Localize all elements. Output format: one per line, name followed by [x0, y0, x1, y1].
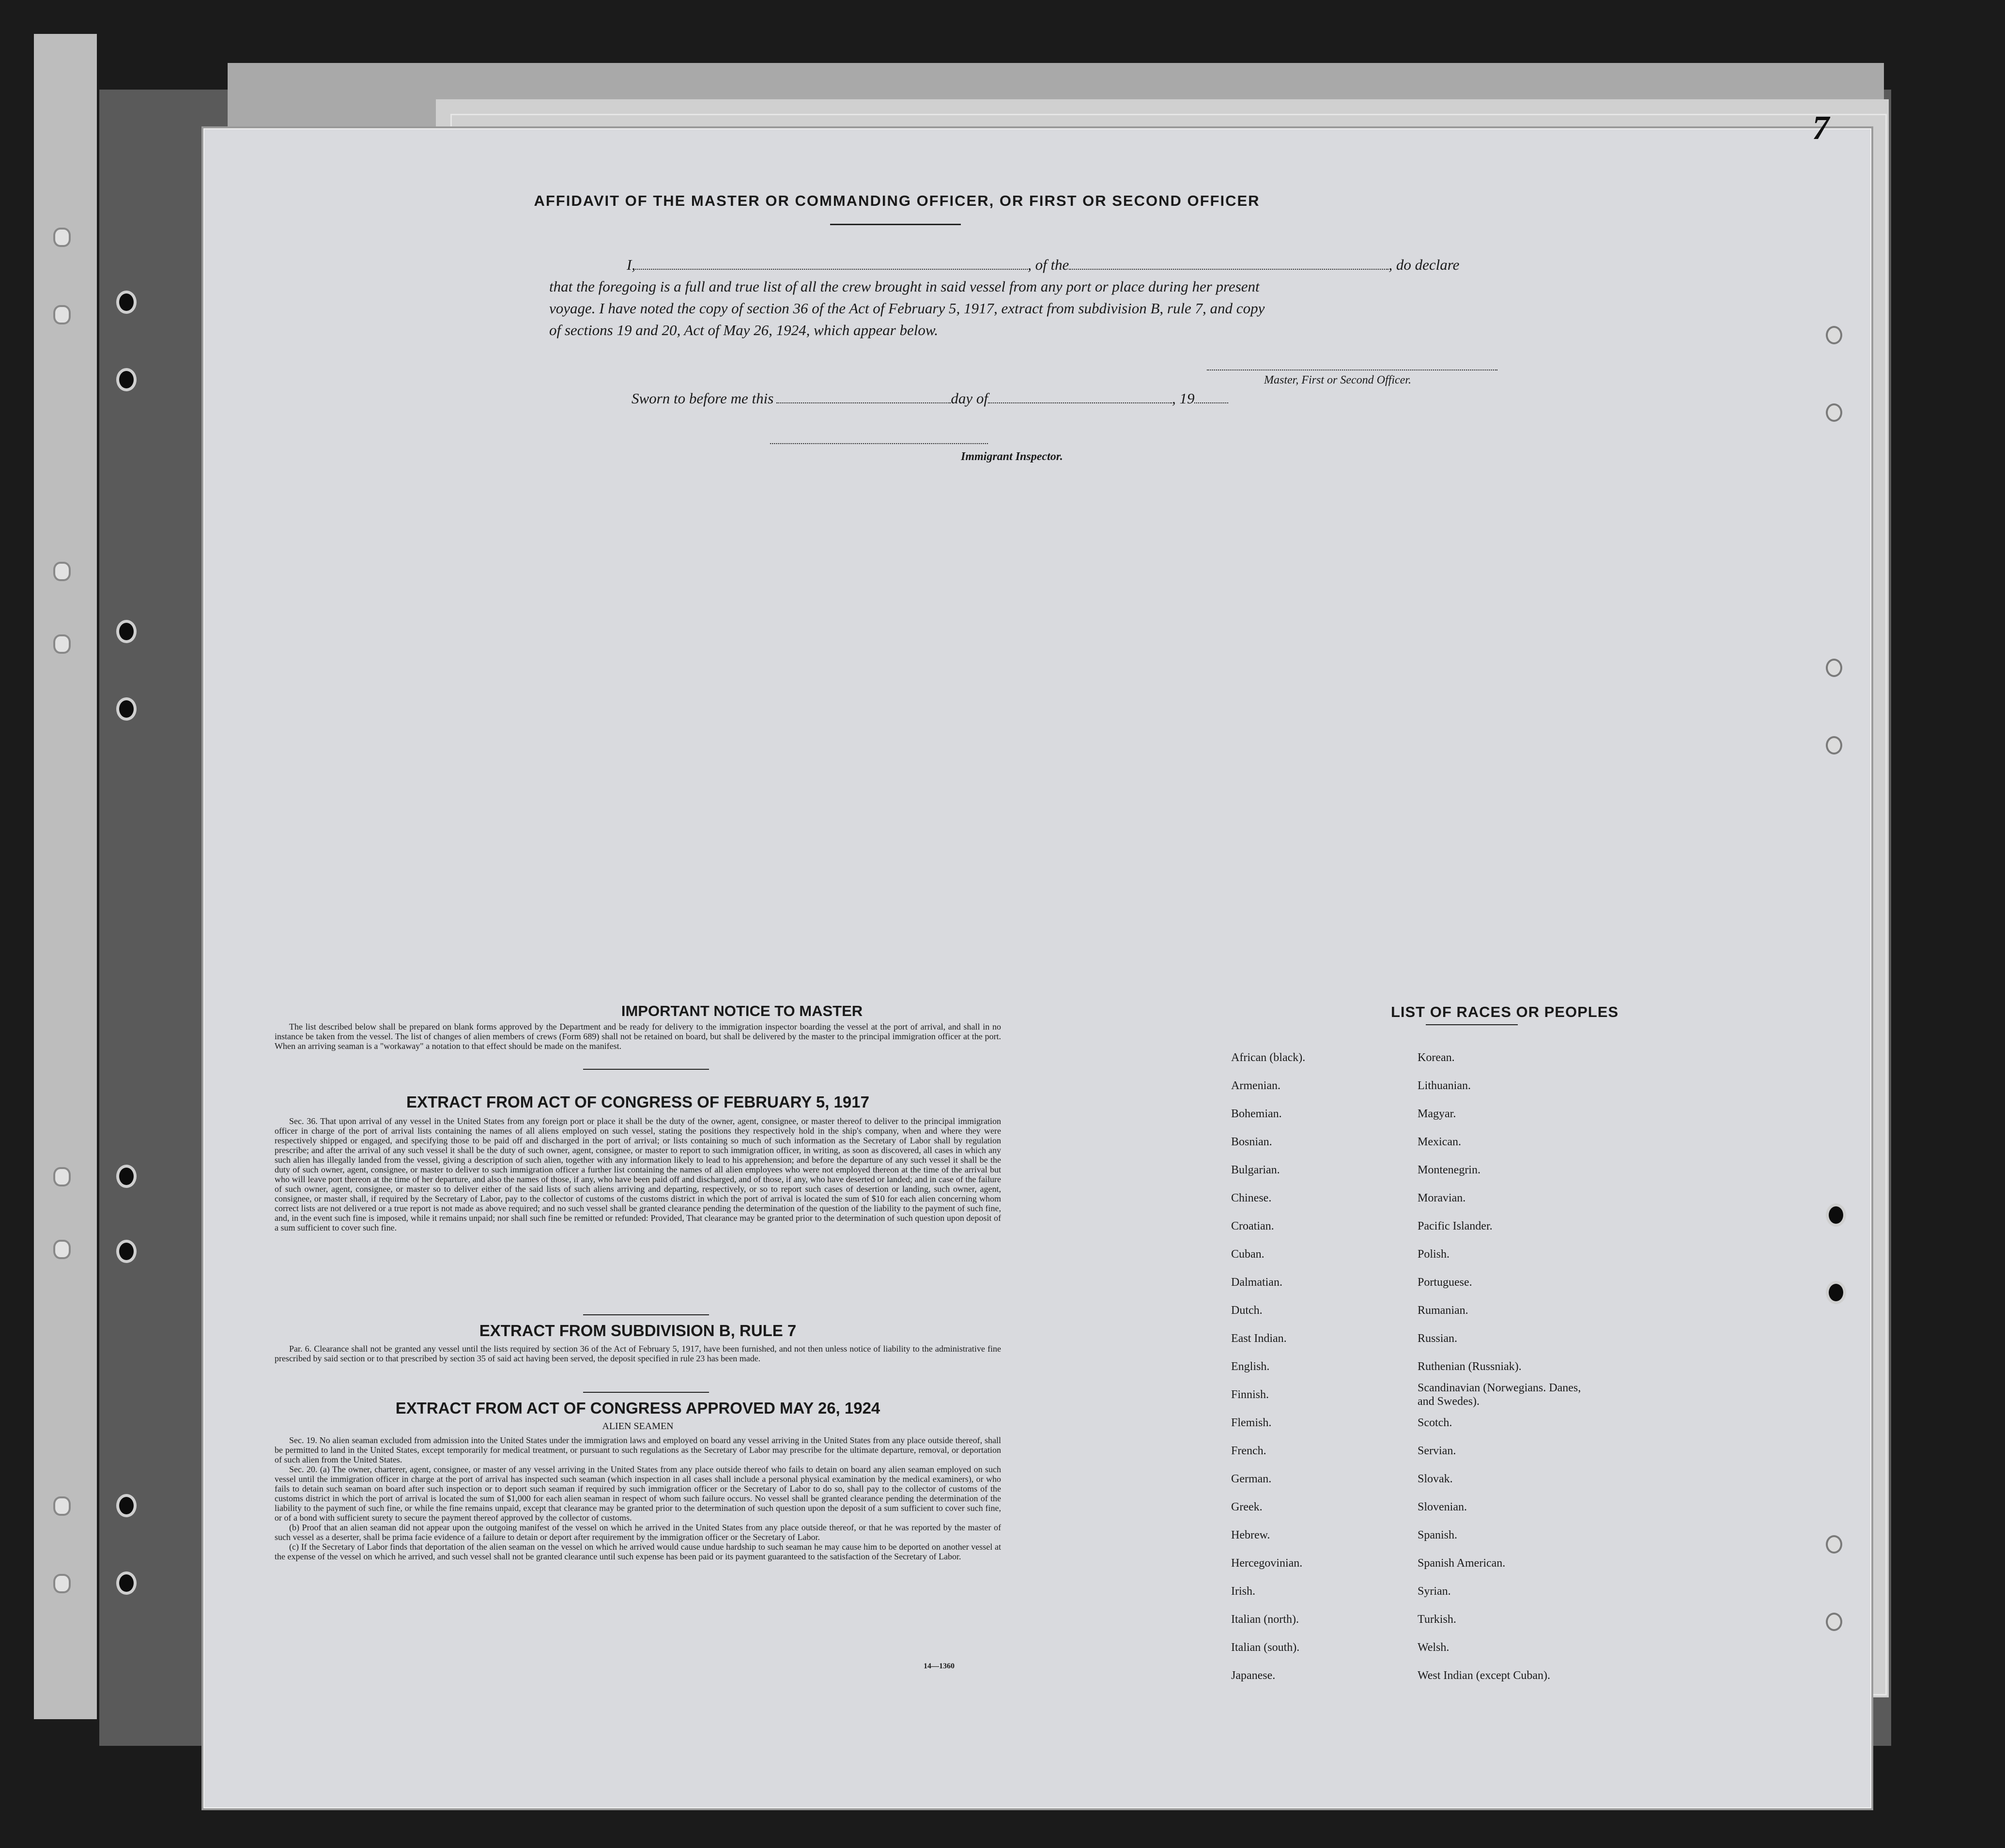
binder-strip: [34, 34, 97, 1719]
race-item: Moravian.: [1418, 1192, 1466, 1204]
extract-1924-body: [275, 1435, 1001, 1561]
race-item: East Indian.: [1231, 1332, 1287, 1345]
extract-1924-title: EXTRACT FROM ACT OF CONGRESS APPROVED MAY 26, 1924: [395, 1399, 880, 1417]
section-20a: Sec. 20. (a) The owner, charterer, agent, consignee, or master of any vessel arriving in the United States from any place outside thereof who fails to detain on board any alien seaman employed on such vessel until the immigration officer in charge at the port of arrival has inspected such seaman (which inspection in all cases shall include a personal physical examination by the medical examiners), or who fails to detain such seaman on board after such inspection or to deport such seaman if required by such immigration officer or the Secretary of Labor to do so, shall pay to the collector of customs of the customs district in which the port of arrival is located the sum of $1,000 for each alien seaman in respect of whom such failure occurs. No vessel shall be granted clearance pending the determination of the liability to the payment of such fine, or while the fine remains unpaid, except that clearance may be granted prior to the determination of such question upon the deposit of a sum sufficient to cover such fine, or of a bond with sufficient surety to secure the payment thereof approved by the collector of customs.: [275, 1464, 1001, 1523]
race-item: Greek.: [1231, 1501, 1263, 1513]
race-item: Ruthenian (Russniak).: [1418, 1360, 1522, 1373]
vessel-blank[interactable]: [1069, 257, 1388, 270]
punch-hole: [1826, 1203, 1846, 1227]
punch-hole: [1826, 1613, 1842, 1631]
race-item: French.: [1231, 1445, 1266, 1457]
inspector-signature-blank[interactable]: [770, 443, 988, 444]
punch-hole: [116, 1494, 137, 1517]
race-item: Spanish American.: [1418, 1557, 1506, 1570]
strip-hole: [53, 634, 71, 654]
race-item: Slovenian.: [1418, 1501, 1467, 1513]
race-item: Portuguese.: [1418, 1276, 1472, 1289]
punch-hole: [116, 697, 137, 721]
sworn-month-blank[interactable]: [988, 391, 1172, 403]
race-item: Magyar.: [1418, 1108, 1456, 1120]
sworn-year-blank[interactable]: [1194, 391, 1228, 403]
race-item: Bosnian.: [1231, 1136, 1272, 1148]
race-item: Japanese.: [1231, 1669, 1276, 1682]
race-item: Hebrew.: [1231, 1529, 1270, 1541]
do-declare-label: , do declare: [1388, 256, 1460, 273]
punch-hole: [1826, 1281, 1846, 1304]
strip-hole: [53, 562, 71, 581]
race-item: Dutch.: [1231, 1304, 1263, 1317]
extract-1917-text: Sec. 36. That upon arrival of any vessel in the United States from any foreign port or place it shall be the duty of the owner, agent, consignee, or master thereof to deliver to the principal immigration officer in charge of the port of arrival lists containing the names of all aliens employed on such vessel, stating the positions they respectively hold in the ship's company, when and where they were respectively shipped or engaged, and specifying those to be paid off and discharged in the port of arrival; or lists containing so much of such information as the Secretary of Labor shall by regulation prescribe; and after the arrival of any such vessel it shall be the duty of such owner, agent, consignee, or master to report to such immigration officer, in writing, as soon as discovered, all cases in which any such alien has illegally landed from the vessel, giving a description of such alien, together with any information likely to lead to his apprehension; and before the departure of any such vessel it shall be the duty of such owner, agent, consignee, or master to deliver to such immigration officer a further list containing the names of all alien employees who were not employed thereon at the time of the arrival but who will leave port thereon at the time of her departure, and also the names of those, if any, who have been paid off and discharged, and of those, if any, who have deserted or landed; and in case of the failure of such owner, agent, consignee, or master so to deliver either of the said lists of such aliens arriving and departing, respectively, or so to report such cases of desertion or landing, such owner, agent, consignee, or master shall, if required by the Secretary of Labor, pay to the collector of customs of the customs district in which the port of arrival is located the sum of $10 for each alien concerning whom correct lists are not delivered or a true report is not made as above required; and no such vessel shall be granted clearance pending the determination of the question of the liability to the payment of such fine, and, in the event such fine is imposed, while it remains unpaid; nor shall such fine be remitted or refunded: Provided, That clearance may be granted prior to the determination of such question upon deposit of a sum sufficient to cover such fine.: [275, 1116, 1001, 1232]
alien-seamen-subtitle: ALIEN SEAMEN: [602, 1421, 674, 1432]
rule: [583, 1069, 709, 1070]
race-item: African (black).: [1231, 1051, 1306, 1064]
race-item: West Indian (except Cuban).: [1418, 1669, 1550, 1682]
sworn-line: [632, 390, 1228, 407]
race-item: Scandinavian (Norwegians. Danes, and Swedes).: [1418, 1382, 1581, 1408]
strip-hole: [53, 305, 71, 324]
extract-rule7-title: EXTRACT FROM SUBDIVISION B, RULE 7: [479, 1322, 797, 1340]
race-item: Scotch.: [1418, 1417, 1452, 1429]
race-item: Bohemian.: [1231, 1108, 1282, 1120]
punch-hole: [1826, 326, 1842, 344]
race-item: Bulgarian.: [1231, 1164, 1280, 1176]
section-19: Sec. 19. No alien seaman excluded from admission into the United States under the immigration laws and employed on board any vessel arriving in the United States from any place outside thereof, shall be permitted to land in the United States, except temporarily for medical treatment, or pursuant to such regulations as the Secretary of Labor may prescribe for the ultimate departure, removal, or deportation of such alien from the United States.: [275, 1435, 1001, 1464]
declaration-line-4: of sections 19 and 20, Act of May 26, 1924, which appear below.: [549, 322, 939, 339]
race-item: German.: [1231, 1473, 1272, 1485]
inspector-label: Immigrant Inspector.: [961, 450, 1063, 463]
race-item: Turkish.: [1418, 1613, 1456, 1626]
race-item: Mexican.: [1418, 1136, 1461, 1148]
race-item: Russian.: [1418, 1332, 1458, 1345]
strip-hole: [53, 1574, 71, 1593]
race-item: Dalmatian.: [1231, 1276, 1282, 1289]
of-the-label: , of the: [1028, 256, 1069, 273]
form-number: 14—1360: [924, 1662, 955, 1670]
race-item: Chinese.: [1231, 1192, 1272, 1204]
strip-hole: [53, 228, 71, 247]
punch-hole: [116, 1165, 137, 1188]
sworn-day-blank[interactable]: [776, 391, 951, 403]
race-item: Croatian.: [1231, 1220, 1274, 1232]
race-item: Flemish.: [1231, 1417, 1272, 1429]
race-item: Irish.: [1231, 1585, 1255, 1598]
strip-hole: [53, 1240, 71, 1259]
punch-hole: [116, 291, 137, 314]
race-item: Montenegrin.: [1418, 1164, 1481, 1176]
name-blank[interactable]: [635, 257, 1028, 270]
punch-hole: [1826, 659, 1842, 677]
race-item: Armenian.: [1231, 1079, 1280, 1092]
race-item: Welsh.: [1418, 1641, 1450, 1654]
punch-hole: [1826, 403, 1842, 422]
year-label: , 19: [1172, 390, 1195, 407]
race-item: Servian.: [1418, 1445, 1456, 1457]
declaration-line-3: voyage. I have noted the copy of section 36 of the Act of February 5, 1917, extract from subdivision B, rule 7, and copy: [549, 300, 1265, 317]
race-item: Pacific Islander.: [1418, 1220, 1493, 1232]
punch-hole: [116, 620, 137, 643]
rule: [583, 1392, 709, 1393]
notice-text: The list described below shall be prepared on blank forms approved by the Department and be ready for delivery to the immigration inspector boarding the vessel at the port of arrival, and shall in no instance be taken from the vessel. The list of changes of alien members of crews (Form 689) shall not be retained on board, but shall be delivered by the master to the principal immigration officer at the port. When an arriving seaman is a "workaway" a notation to that effect should be made on the manifest.: [275, 1022, 1001, 1051]
declaration-line-1: [627, 256, 1750, 274]
race-item: Korean.: [1418, 1051, 1455, 1064]
master-signature-label: Master, First or Second Officer.: [1264, 374, 1411, 386]
sworn-label: Sworn to before me this: [632, 390, 774, 407]
notice-title: IMPORTANT NOTICE TO MASTER: [621, 1002, 863, 1019]
race-item: Italian (north).: [1231, 1613, 1299, 1626]
i-label: I,: [627, 256, 636, 273]
race-item: Italian (south).: [1231, 1641, 1300, 1654]
race-item: Lithuanian.: [1418, 1079, 1471, 1092]
race-item: Spanish.: [1418, 1529, 1458, 1541]
punch-hole: [1826, 736, 1842, 755]
extract-1917-title: EXTRACT FROM ACT OF CONGRESS OF FEBRUARY 5, 1917: [406, 1093, 869, 1111]
race-item: English.: [1231, 1360, 1270, 1373]
affidavit-page: [203, 109, 1871, 1808]
strip-hole: [53, 1496, 71, 1516]
race-item: Cuban.: [1231, 1248, 1265, 1261]
affidavit-title: AFFIDAVIT OF THE MASTER OR COMMANDING OFFICER, OR FIRST OR SECOND OFFICER: [534, 192, 1260, 209]
race-item: Syrian.: [1418, 1585, 1451, 1598]
race-item: Finnish.: [1231, 1388, 1269, 1401]
race-item: Polish.: [1418, 1248, 1450, 1261]
punch-hole: [116, 368, 137, 391]
extract-rule7-text: Par. 6. Clearance shall not be granted any vessel until the lists required by section 36 of the Act of February 5, 1917, have been furnished, and not then unless notice of liability to the administrative fine prescribed by said section or to that prescribed by section 35 of said act having been served, the deposit specified in rule 23 has been made.: [275, 1344, 1001, 1363]
race-item: Rumanian.: [1418, 1304, 1468, 1317]
declaration-line-2: that the foregoing is a full and true list of all the crew brought in said vessel from any port or place during her present: [549, 278, 1260, 295]
punch-hole: [1826, 1535, 1842, 1554]
rule: [583, 1314, 709, 1315]
section-20b: (b) Proof that an alien seaman did not appear upon the outgoing manifest of the vessel on which he arrived in the United States from any place outside thereof, or that he was reported by the master of such vessel as a deserter, shall be prima facie evidence of a failure to detain or deport after requirement by the immigration officer or the Secretary of Labor.: [275, 1523, 1001, 1542]
title-rule: [830, 224, 961, 225]
strip-hole: [53, 1167, 71, 1186]
races-title-rule: [1426, 1024, 1518, 1025]
race-item: Slovak.: [1418, 1473, 1453, 1485]
page-number-stamp: 7: [1812, 109, 1829, 147]
races-title: LIST OF RACES OR PEOPLES: [1390, 1003, 1619, 1020]
day-of-label: day of: [951, 390, 988, 407]
punch-hole: [116, 1571, 137, 1595]
section-20c: (c) If the Secretary of Labor finds that deportation of the alien seaman on the vessel on which he arrived would cause undue hardship to such seaman he may cause him to be deported on another vessel at the expense of the vessel on which he arrived, and such vessel shall not be granted clearance until such expense has been paid or its payment guaranteed to the satisfaction of the Secretary of Labor.: [275, 1542, 1001, 1561]
punch-hole: [116, 1240, 137, 1263]
race-item: Hercegovinian.: [1231, 1557, 1303, 1570]
